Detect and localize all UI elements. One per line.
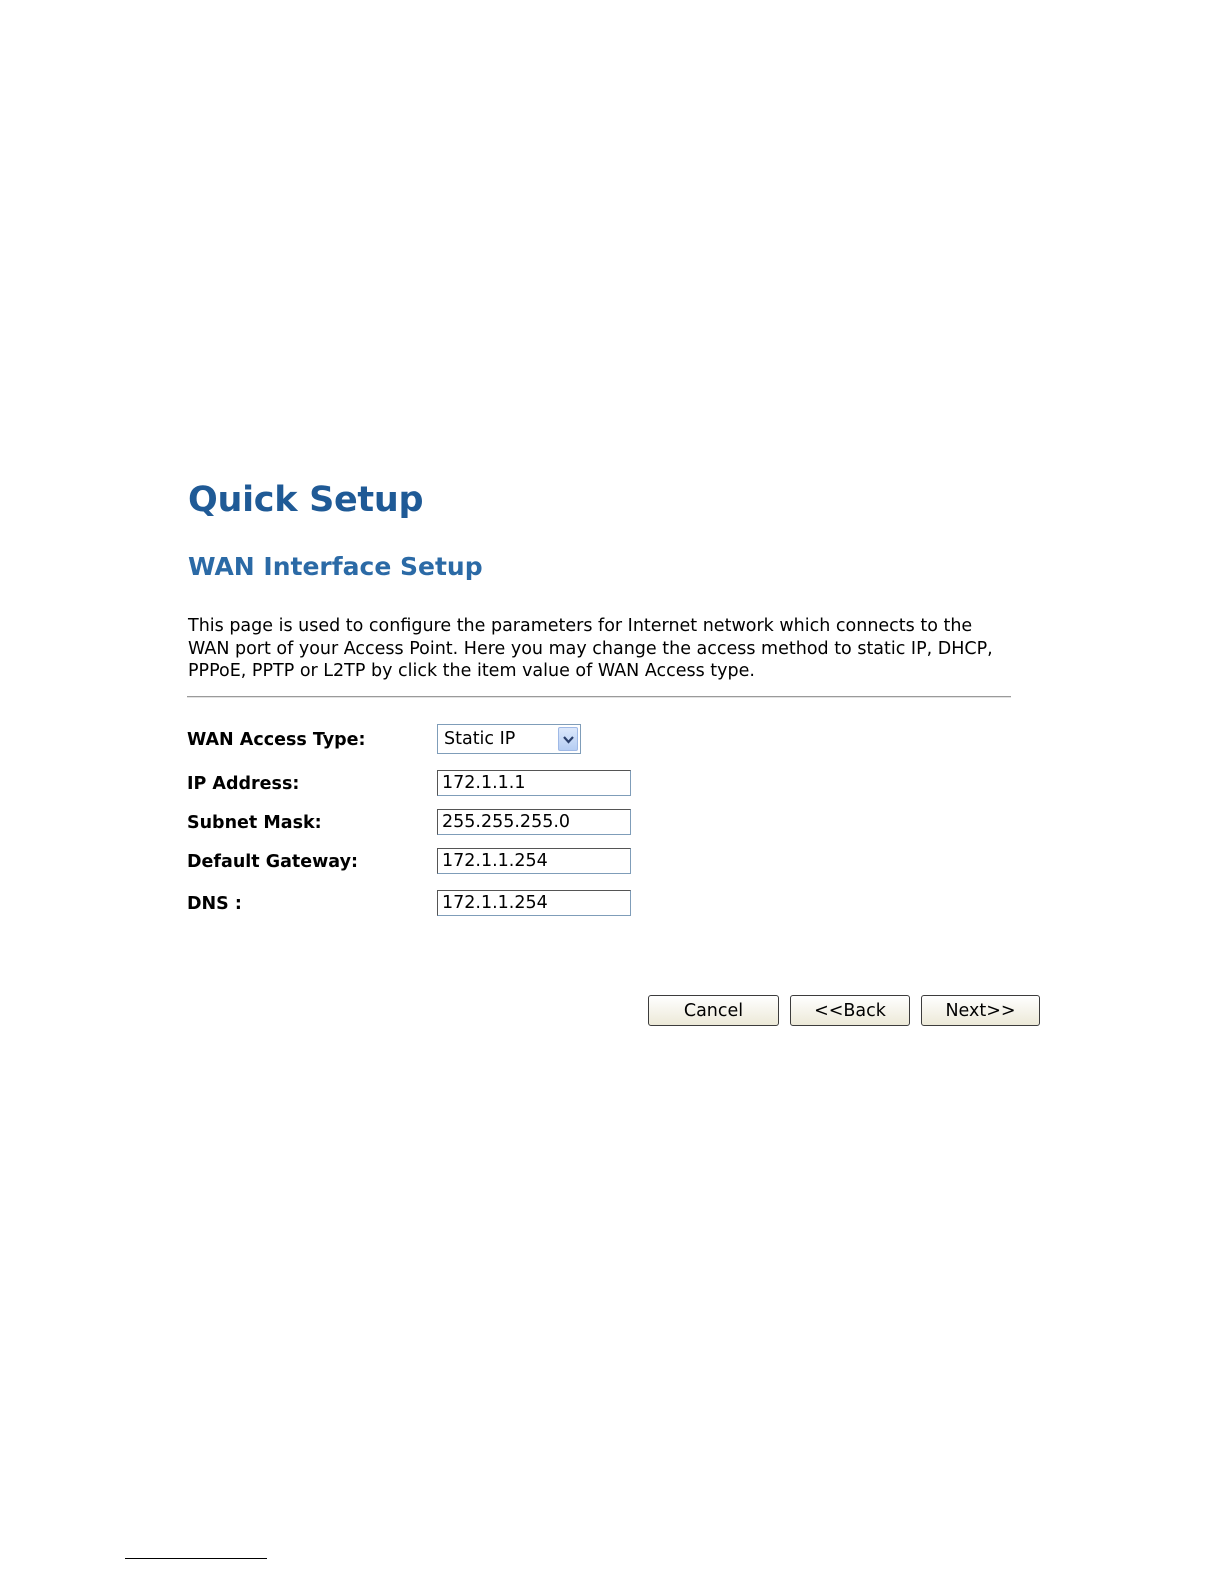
default-gateway-row bbox=[187, 848, 1047, 880]
wan-access-type-value: Static IP bbox=[444, 729, 516, 749]
back-button[interactable]: <<Back bbox=[790, 995, 910, 1026]
wan-access-type-row bbox=[187, 726, 1047, 758]
subnet-mask-input[interactable] bbox=[437, 809, 631, 835]
page-description: This page is used to configure the parameters for Internet network which connects to the WAN port of your Access Point. Here you may change the access method to static IP, DHCP, PPPoE, PPTP or L2TP by click the item value of WAN Access type. bbox=[188, 616, 993, 681]
dns-input[interactable] bbox=[437, 890, 631, 916]
wan-access-type-label: WAN Access Type: bbox=[187, 730, 366, 750]
ip-address-label: IP Address: bbox=[187, 774, 300, 794]
footnote-rule bbox=[125, 1558, 267, 1559]
cancel-button[interactable]: Cancel bbox=[648, 995, 779, 1026]
dns-label: DNS : bbox=[187, 894, 242, 914]
default-gateway-input[interactable] bbox=[437, 848, 631, 874]
wan-access-type-select[interactable] bbox=[437, 724, 581, 754]
next-button[interactable]: Next>> bbox=[921, 995, 1040, 1026]
default-gateway-label: Default Gateway: bbox=[187, 852, 358, 872]
subnet-mask-label: Subnet Mask: bbox=[187, 813, 322, 833]
divider bbox=[187, 696, 1011, 698]
dns-row bbox=[187, 890, 1047, 922]
page-title: Quick Setup bbox=[188, 480, 424, 520]
ip-address-row bbox=[187, 770, 1047, 802]
section-title: WAN Interface Setup bbox=[188, 552, 483, 581]
ip-address-input[interactable] bbox=[437, 770, 631, 796]
subnet-mask-row bbox=[187, 809, 1047, 841]
chevron-down-icon[interactable] bbox=[558, 727, 578, 751]
